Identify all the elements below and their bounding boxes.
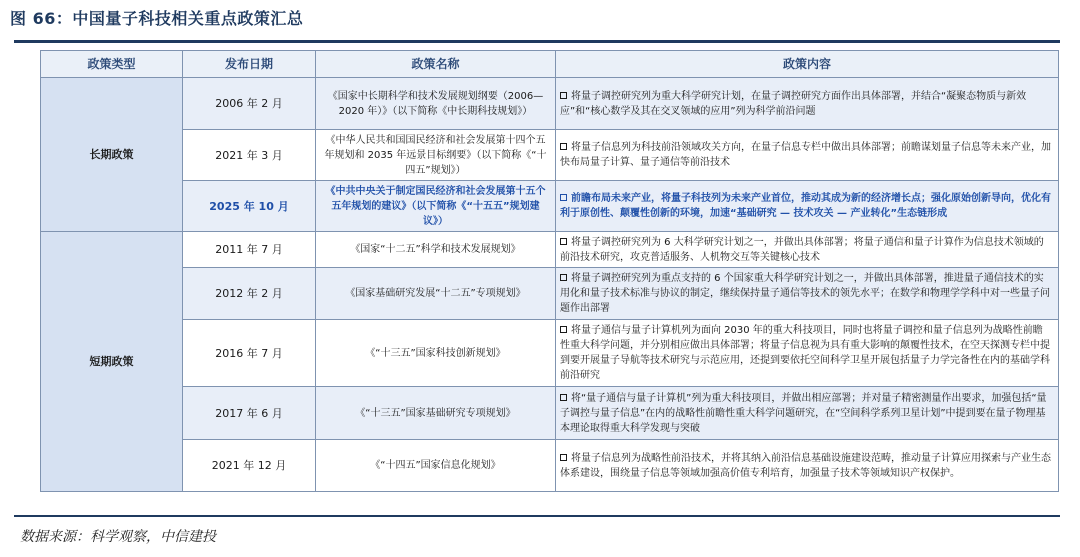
row-policy-name: 《国家中长期科学和技术发展规划纲要（2006—2020 年）》（以下简称《中长期科技规划》） [316,78,556,130]
row-content: 将量子调控研究列为重点支持的 6 个国家重大科学研究计划之一，并做出具体部署，推进量子通信技术的实用化和量子技术标准与协议的制定，继续保持量子通信等技术的领先水平；在数学和物理学学科中对一些量子问题作出部署 [560,273,1050,314]
checkbox-bullet-icon [560,274,567,281]
row-date: 2011 年 7 月 [183,232,316,268]
row-content-cell [556,232,1059,268]
figure-title: 图 66：中国量子科技相关重点政策汇总 [10,9,304,28]
header-policy-content: 政策内容 [556,51,1059,78]
row-content-cell [556,78,1059,130]
row-content-cell [556,440,1059,492]
row-policy-name: 《中共中央关于制定国民经济和社会发展第十五个五年规划的建议》（以下简称《“十五五”规划建议》） [316,181,556,232]
table-row-featured [41,181,1059,232]
row-content-cell [556,130,1059,181]
checkbox-bullet-icon [560,92,567,99]
row-content: 将量子调控研究列为重大科学研究计划，在量子调控研究方面作出具体部署，并结合“凝聚态物质与新效应”和“核心数学及其在交叉领域的应用”列为科学前沿问题 [560,90,1027,117]
row-date: 2021 年 3 月 [183,130,316,181]
table-row [41,440,1059,492]
checkbox-bullet-icon [560,454,567,461]
group-short-term: 短期政策 [41,232,183,492]
row-content: 将量子信息列为战略性前沿技术，并将其纳入前沿信息基础设施建设范畴，推动量子计算应用探索与产业生态体系建设，围绕量子信息等领域加强高价值专利培育，加强量子技术等领域知识产权保护。 [560,452,1051,479]
row-date: 2006 年 2 月 [183,78,316,130]
checkbox-bullet-icon [560,238,567,245]
row-content: 将量子调控研究列为 6 大科学研究计划之一，并做出具体部署；将量子通信和量子计算作为信息技术领域的前沿技术研究，攻克普适服务、人机物交互等关键核心技术 [560,236,1044,263]
row-date: 2021 年 12 月 [183,440,316,492]
table-row [41,130,1059,181]
row-policy-name: 《中华人民共和国国民经济和社会发展第十四个五年规划和 2035 年远景目标纲要》（以下简称《“十四五”规划》） [316,130,556,181]
row-date: 2016 年 7 月 [183,320,316,387]
row-content-cell [556,387,1059,440]
table-row [41,78,1059,130]
header-policy-type: 政策类型 [41,51,183,78]
header-release-date: 发布日期 [183,51,316,78]
table-row [41,320,1059,387]
table-header-row [41,51,1059,78]
row-content: 将量子信息列为科技前沿领域攻关方向，在量子信息专栏中做出具体部署；前瞻谋划量子信息等未来产业，加快布局量子计算、量子通信等前沿技术 [560,142,1051,168]
row-content-cell [556,181,1059,232]
row-date: 2017 年 6 月 [183,387,316,440]
policy-table [40,50,1059,492]
checkbox-bullet-icon [560,394,567,401]
row-date: 2025 年 10 月 [183,181,316,232]
row-content-cell [556,320,1059,387]
row-policy-name: 《“十三五”国家基础研究专项规划》 [316,387,556,440]
row-content: 将量子通信与量子计算机列为面向 2030 年的重大科技项目，同时也将量子调控和量子信息列为战略性前瞻性重大科学问题，并分别相应做出具体部署；将量子信息视为具有重大影响的颠覆性技术，在空天探测专栏中提到要开展量子导航等技术研究与示范应用，还提到要依托空间科学卫星开展包括量子力学完备性在内的基础学科前沿研究 [560,325,1050,381]
row-content-cell [556,268,1059,320]
checkbox-bullet-icon [560,326,567,333]
row-policy-name: 《国家基础研究发展“十二五”专项规划》 [316,268,556,320]
title-divider [14,40,1060,43]
row-date: 2012 年 2 月 [183,268,316,320]
bottom-divider [14,515,1060,517]
row-policy-name: 《国家“十二五”科学和技术发展规划》 [316,232,556,268]
row-policy-name: 《“十四五”国家信息化规划》 [316,440,556,492]
table-row [41,268,1059,320]
checkbox-bullet-icon [560,194,567,201]
header-policy-name: 政策名称 [316,51,556,78]
source-note: 数据来源：科学观察，中信建投 [20,529,216,545]
row-content: 前瞻布局未来产业，将量子科技列为未来产业首位，推动其成为新的经济增长点；强化原始创新导向，优化有利于原创性、颠覆性创新的环境，加速“基础研究 — 技术攻关 — 产业转化”生态链形成 [560,193,1051,219]
table-row [41,387,1059,440]
row-content: 将“量子通信与量子计算机”列为重大科技项目，并做出相应部署；并对量子精密测量作出要求，加强包括“量子调控与量子信息”在内的战略性前瞻性重大科学问题研究，在“空间科学系列卫星计划”中提到要在量子物理基本理论取得重大科学发现与突破 [560,392,1047,434]
group-long-term: 长期政策 [41,78,183,232]
checkbox-bullet-icon [560,143,567,150]
table-row [41,232,1059,268]
row-policy-name: 《“十三五”国家科技创新规划》 [316,320,556,387]
